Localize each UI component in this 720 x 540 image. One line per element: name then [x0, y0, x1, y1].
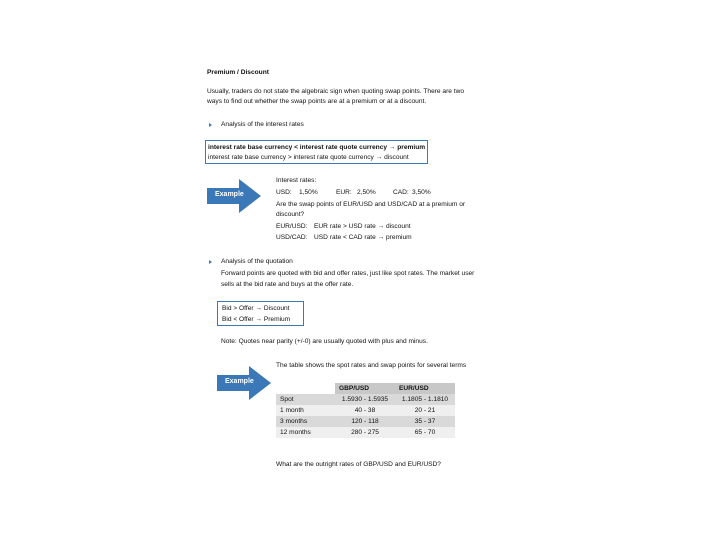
interest-rule-discount: interest rate base currency > interest rate quote currency → discount	[208, 154, 409, 161]
answer-usdcad-pair: USD/CAD:	[276, 234, 308, 241]
example1-line-2: Are the swap points of EUR/USD and USD/CAD at a premium or	[276, 201, 466, 208]
example-arrow-icon	[217, 366, 271, 400]
table-row	[276, 405, 455, 416]
table-row	[276, 427, 455, 438]
table-cell-eurusd: 1.1805 - 1.1810	[395, 394, 455, 405]
rate-eur-value: 2,50%	[357, 189, 376, 196]
parity-note: Note: Quotes near parity (+/-0) are usually quoted with plus and minus.	[221, 338, 428, 345]
interest-rule-premium: interest rate base currency < interest rate quote currency → premium	[208, 144, 426, 151]
answer-eurusd-text: EUR rate > USD rate → discount	[314, 223, 411, 230]
answer-usdcad-text: USD rate < CAD rate → premium	[314, 234, 412, 241]
rate-cad-label: CAD:	[393, 189, 409, 196]
intro-line-2: ways to find out whether the swap points are at a premium or at a discount.	[207, 98, 427, 105]
section2-title: Analysis of the quotation	[221, 258, 293, 265]
table-row	[276, 416, 455, 427]
table-intro: The table shows the spot rates and swap points for several terms	[276, 362, 467, 369]
example-label: Example	[215, 191, 244, 198]
table-cell-gbpusd: 1.5930 - 1.5935	[335, 394, 395, 405]
section2-line-1: Forward points are quoted with bid and offer rates, just like spot rates. The market user	[221, 270, 475, 277]
rate-eur-label: EUR:	[336, 189, 352, 196]
intro-line-1: Usually, traders do not state the algebraic sign when quoting swap points. There are two	[207, 88, 465, 95]
example-arrow-icon	[207, 179, 261, 213]
table-cell-gbpusd: 280 - 275	[335, 427, 395, 438]
bullet-icon	[209, 260, 212, 264]
quotation-rule-premium: Bid < Offer → Premium	[222, 316, 291, 323]
table-cell-eurusd: 20 - 21	[395, 405, 455, 416]
table-cell-term: 12 months	[276, 427, 335, 438]
table-header-eurusd: EUR/USD	[395, 383, 455, 394]
example-label: Example	[225, 378, 254, 385]
section2-line-2: sells at the bid rate and buys at the offer rate.	[221, 281, 354, 288]
table-row	[276, 394, 455, 405]
table-cell-term: 3 months	[276, 416, 335, 427]
table-cell-term: 1 month	[276, 405, 335, 416]
interest-rule-box	[205, 140, 428, 164]
table-header-row	[276, 383, 455, 394]
table-header-gbpusd: GBP/USD	[335, 383, 395, 394]
section1-title: Analysis of the interest rates	[221, 121, 304, 128]
page-heading: Premium / Discount	[207, 69, 269, 76]
quotation-rule-discount: Bid > Offer → Discount	[222, 305, 290, 312]
quotation-rule-box	[217, 301, 304, 326]
rate-usd-label: USD:	[276, 189, 292, 196]
example1-line-1: Interest rates:	[276, 177, 317, 184]
table-cell-term: Spot	[276, 394, 335, 405]
table-cell-gbpusd: 40 - 38	[335, 405, 395, 416]
table-cell-eurusd: 65 - 70	[395, 427, 455, 438]
table-header-blank	[276, 383, 335, 394]
table-cell-eurusd: 35 - 37	[395, 416, 455, 427]
example1-line-3: discount?	[276, 211, 305, 218]
swap-rates-table	[276, 383, 455, 438]
table-cell-gbpusd: 120 - 118	[335, 416, 395, 427]
rate-cad-value: 3,50%	[412, 189, 431, 196]
bullet-icon	[209, 123, 212, 127]
rate-usd-value: 1,50%	[299, 189, 318, 196]
outright-question: What are the outright rates of GBP/USD and EUR/USD?	[276, 461, 441, 468]
answer-eurusd-pair: EUR/USD:	[276, 223, 308, 230]
